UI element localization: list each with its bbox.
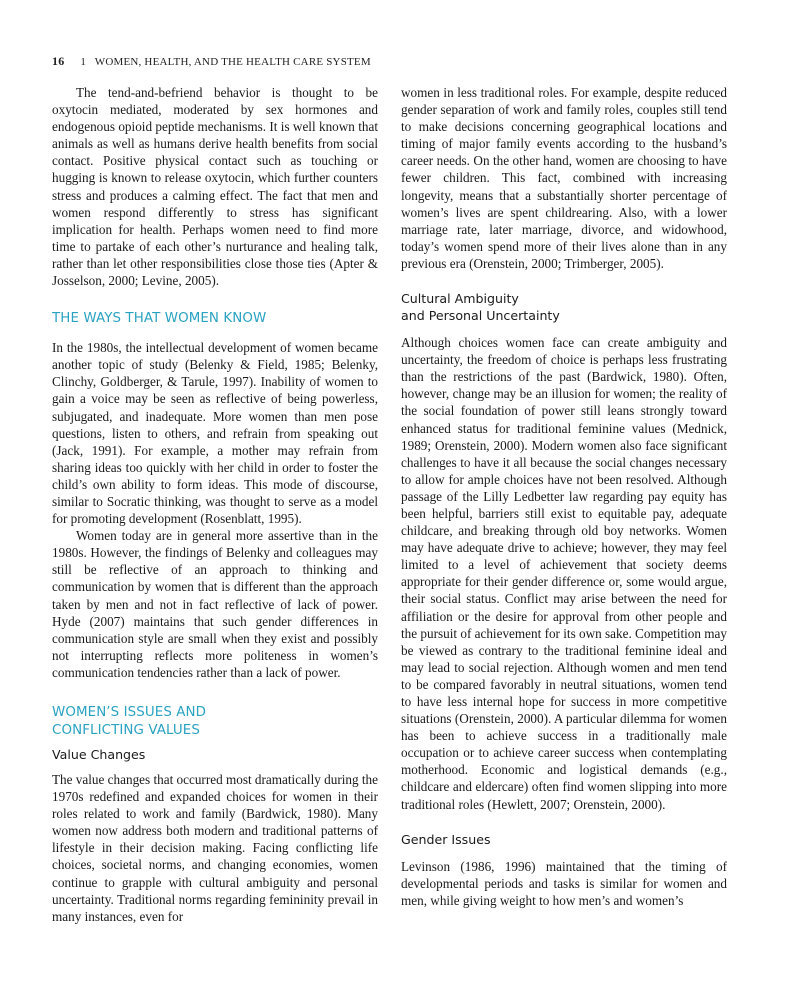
subheading-gender-issues: Gender Issues — [401, 831, 491, 847]
section-heading-womens-issues — [52, 704, 378, 740]
subheading-line-1: Cultural Ambiguity — [401, 291, 519, 307]
paragraph-choices-ambiguity: Although choices women face can create ambiguity and uncertainty, the freedom of choice is perhaps less frustrating than the restrictions of the past (Bardwick, 1980). Often, however, change may be an illusion for women; the reality of the social foundation of power still leans strongly toward enhanced status for traditional feminine values (Mednick, 1989; Orenstein, 2000). Modern women also face significant challenges to have it all because the social changes necessary to allow for ample choices have not been resolved. Although passage of the Lilly Ledbetter law regarding pay equity has been helpful, barriers still exist to equitable pay, adequate childcare, and breaking through old boy networks. Women may have adequate drive to achieve; however, they may feel limited to a level of achievement that society deems appropriate for their gender difference or, some would argue, their social status. Conflict may arise between the need for affiliation or the desire for approval from other people and the pursuit of achievement for its own sake. Competition may be viewed as contrary to the traditional feminine ideal and may lead to social rejection. Although women and men tend to be compared favorably in neutral situations, women tend to have less internal hope for success in more competitive situations (Orenstein, 2000). A particular dilemma for women has been to achieve success in a traditionally male occupation or to achieve career success when contemplating motherhood. Economic and logistical demands (e.g., childcare and eldercare) often find women slipping into more traditional roles (Hewlett, 2007; Orenstein, 2000). — [401, 335, 727, 812]
paragraph-levinson: Levinson (1986, 1996) maintained that the timing of developmental periods and tasks is similar for women and men, while giving weight to how men’s and women’s — [401, 858, 727, 908]
running-title: 1 WOMEN, HEALTH, AND THE HEALTH CARE SYSTEM — [80, 56, 371, 68]
paragraph-women-today: Women today are in general more assertive than in the 1980s. However, the findings of Belenky and colleagues may still be reflective of an approach to thinking and communication by women that is different than the approach taken by men and not in fact reflective of lack of power. Hyde (2007) maintains that such gender differences in communication style are small when they exist and possibly not interrupting reflects more politeness in women’s communication tendencies rather than a lack of power. — [52, 528, 378, 680]
paragraph-less-traditional-roles: women in less traditional roles. For example, despite reduced gender separation of work and family roles, couples still tend to make decisions concerning geographical locations and timing of major family events according to the husband’s career needs. On the other hand, women are choosing to have fewer children. This fact, combined with increasing longevity, means that a substantially shorter percentage of women’s lives are spent childrearing. Also, with a lower marriage rate, later marriage, divorce, and widowhood, today’s women spend more of their lives alone than in any previous era (Orenstein, 2000; Trimberger, 2005). — [401, 85, 727, 271]
right-column — [401, 84, 727, 909]
left-column — [52, 84, 378, 925]
subheading-cultural-ambiguity — [401, 290, 727, 324]
paragraph-intellectual-development: In the 1980s, the intellectual development of women became another topic of study (Belenky & Field, 1985; Belenky, Clinchy, Goldberger, & Tarule, 1997). Inability of women to gain a voice may be seen as reflective of being powerless, subjugated, and inadequate. More women than men pose questions, listen to others, and refrain from speaking out (Jack, 1991). For example, a mother may refrain from sharing ideas too quickly with her child in order to foster the child’s own ability to form ideas. This mode of discourse, similar to Socratic thinking, was thought to serve as a model for promoting development (Rosenblatt, 1995). — [52, 340, 378, 527]
section-heading-line-2: CONFLICTING VALUES — [52, 723, 200, 738]
page-number: 16 — [52, 54, 65, 68]
running-head — [52, 54, 371, 69]
subheading-line-2: and Personal Uncertainty — [401, 308, 560, 324]
section-heading-line-1: WOMEN’S ISSUES AND — [52, 705, 207, 720]
paragraph-tend-and-befriend: The tend-and-befriend behavior is thought to be oxytocin mediated, moderated by sex hormones and endogenous opioid peptide mechanisms. It is well known that animals as well as humans derive health benefits from social contact. Positive physical contact such as touching or hugging is known to release oxytocin, which further counters stress and produces a calming effect. The fact that men and women respond differently to stress has significant implication for health. Perhaps women need to find more time to partake of each other’s nurturance and healing talk, rather than let other responsibilities close those ties (Apter & Josselson, 2000; Levine, 2005). — [52, 85, 378, 289]
paragraph-value-changes: The value changes that occurred most dramatically during the 1970s redefined and expanded choices for women in their roles related to work and family (Bardwick, 1980). Many women now address both modern and traditional patterns of lifestyle in their decision making. Facing conflicting life choices, societal norms, and changing economies, women continue to grapple with cultural ambiguity and personal uncertainty. Traditional norms regarding femininity prevail in many instances, even for — [52, 772, 378, 924]
section-heading-ways-women-know: THE WAYS THAT WOMEN KNOW — [52, 311, 267, 327]
subheading-value-changes: Value Changes — [52, 747, 146, 762]
